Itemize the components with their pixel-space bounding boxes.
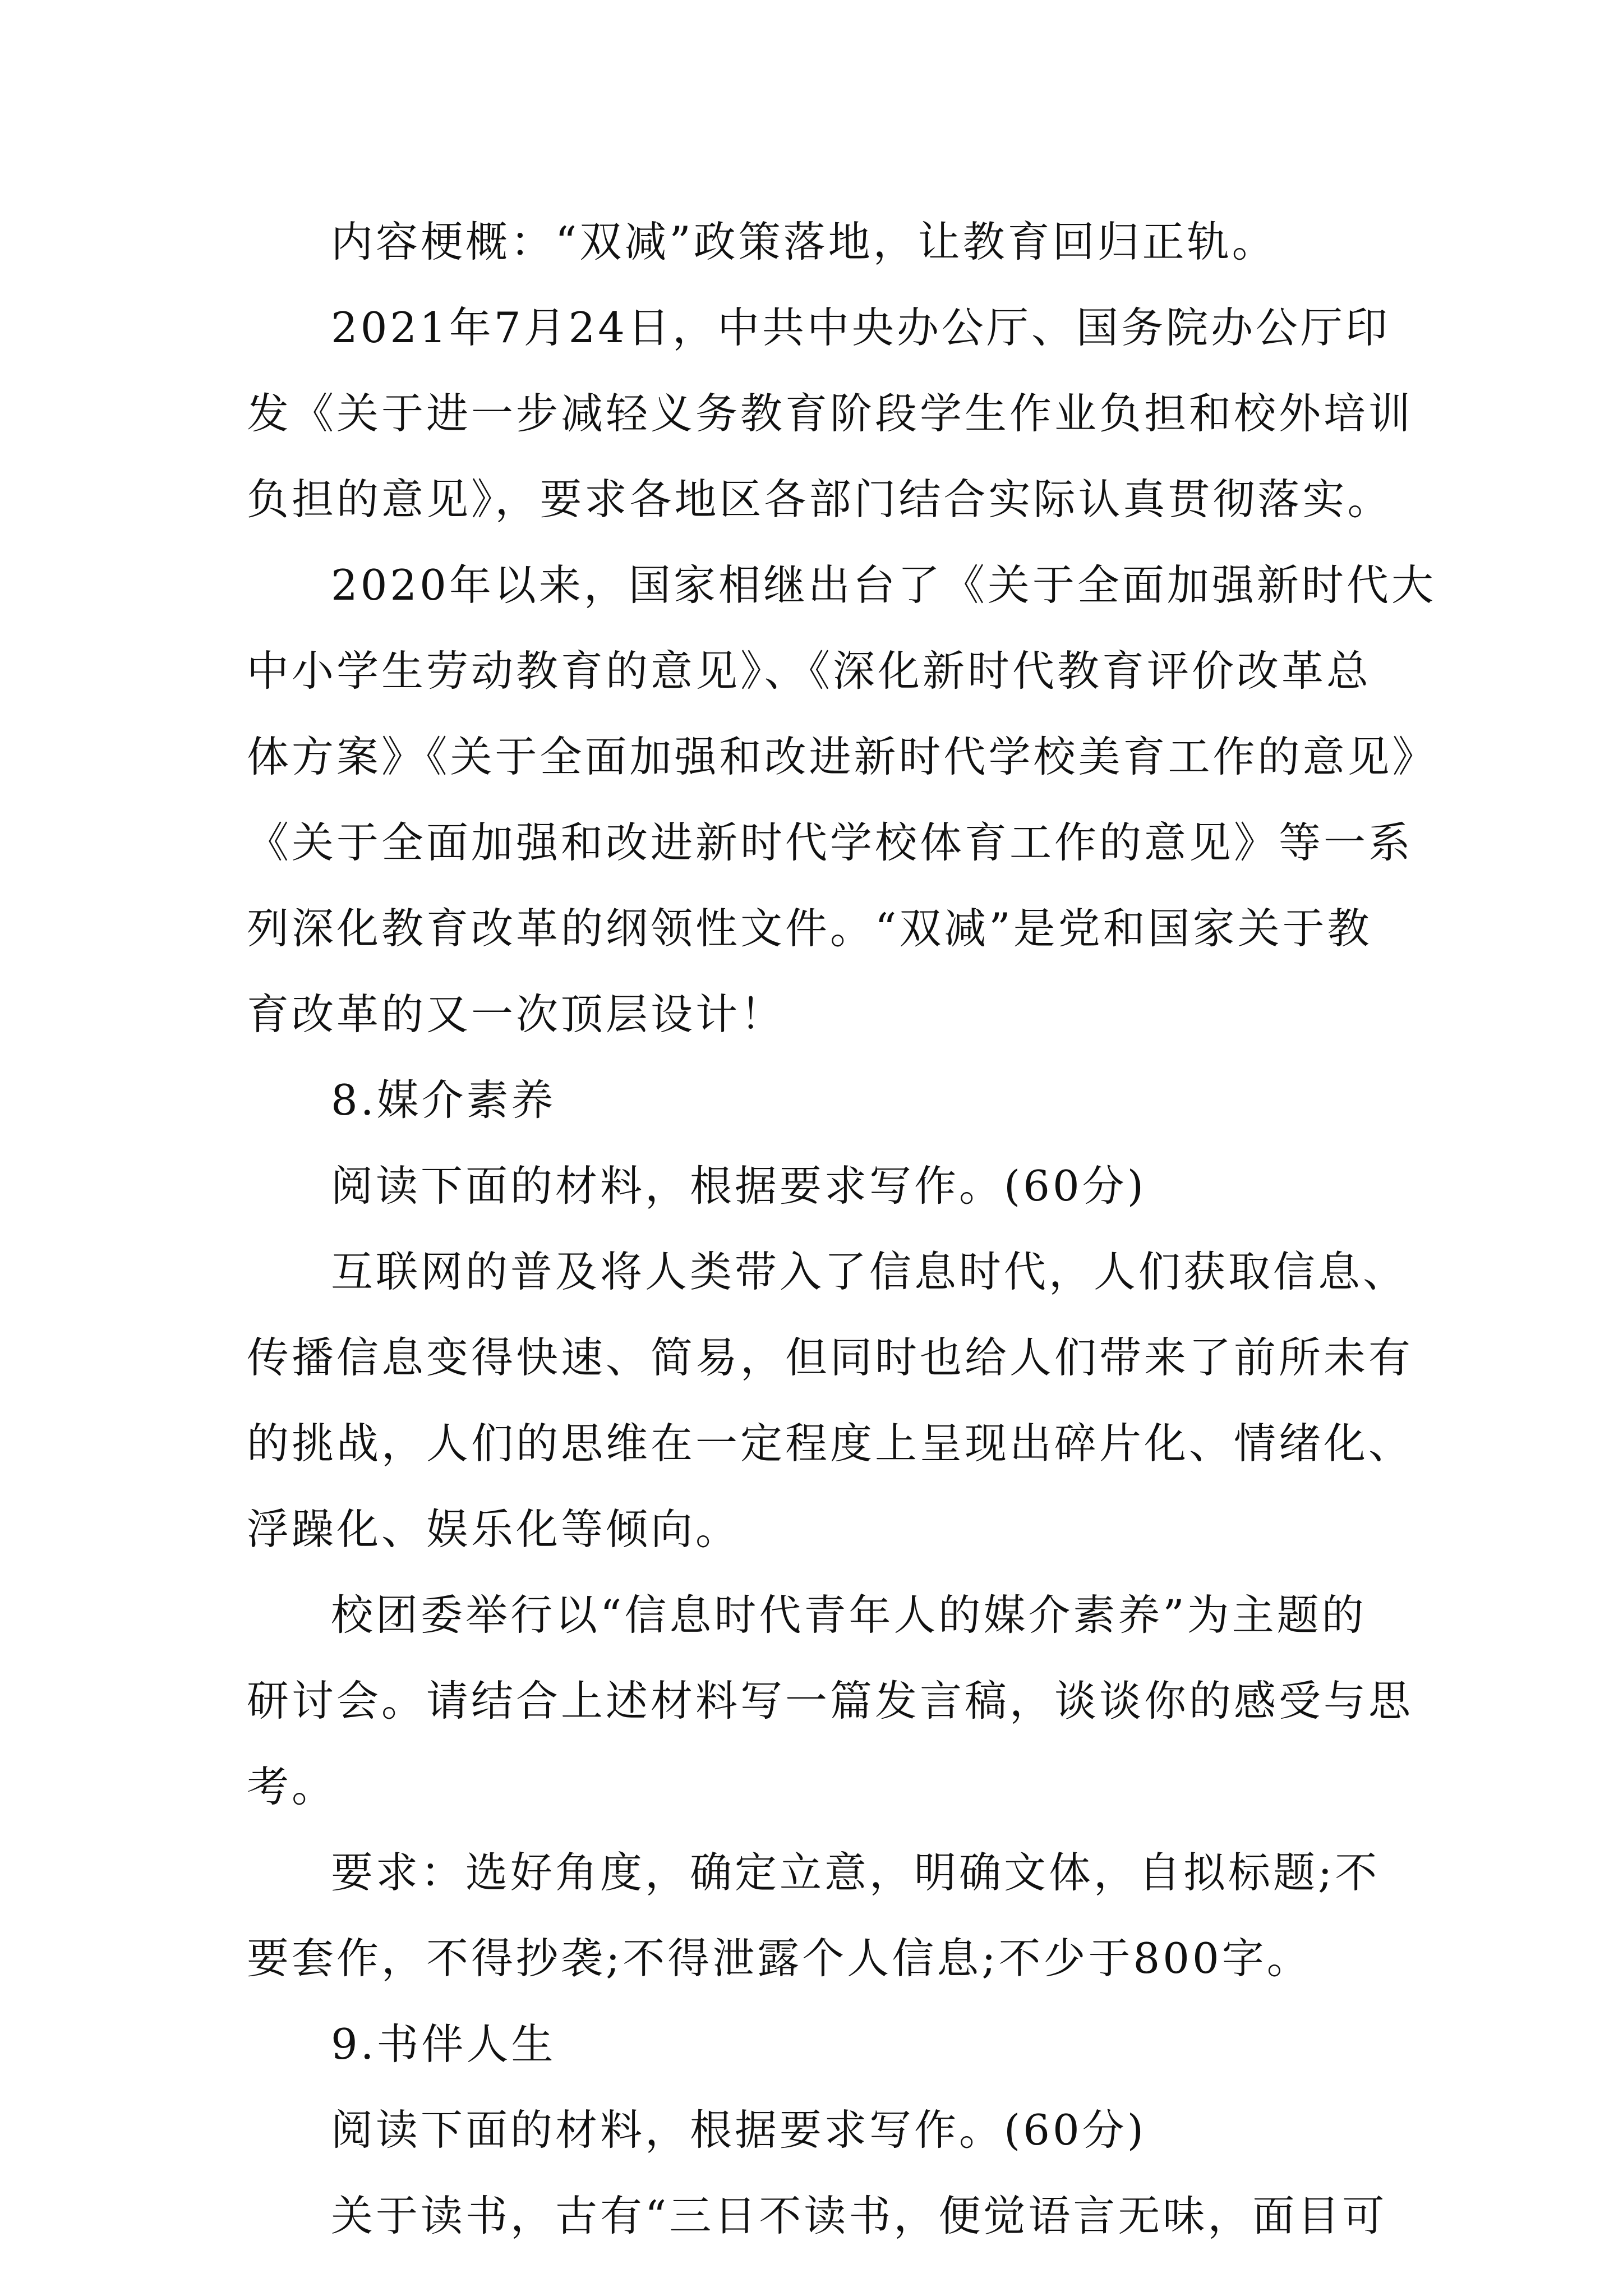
- paragraph-line: 2021年7月24日，中共中央办公厅、国务院办公厅印: [331, 303, 1391, 352]
- requirements-line: 要求：选好角度，确定立意，明确文体，自拟标题;不: [331, 1848, 1380, 1897]
- paragraph-line: 《关于全面加强和改进新时代学校体育工作的意见》等一系: [247, 818, 1414, 867]
- paragraph-line: 的挑战，人们的思维在一定程度上呈现出碎片化、情绪化、: [247, 1419, 1414, 1468]
- paragraph-line: 2020年以来，国家相继出台了《关于全面加强新时代大: [331, 560, 1436, 610]
- paragraph-line: 发《关于进一步减轻义务教育阶段学生作业负担和校外培训: [247, 389, 1414, 438]
- paragraph-line: 浮躁化、娱乐化等倾向。: [247, 1504, 741, 1554]
- paragraph-line: 体方案》《关于全面加强和改进新时代学校美育工作的意见》: [247, 732, 1437, 781]
- paragraph-line: 校团委举行以“信息时代青年人的媒介素养”为主题的: [331, 1590, 1367, 1640]
- summary-line: 内容梗概：“双减”政策落地，让教育回归正轨。: [331, 217, 1277, 266]
- paragraph-line: 传播信息变得快速、简易，但同时也给人们带来了前所未有: [247, 1333, 1414, 1382]
- paragraph-line: 研讨会。请结合上述材料写一篇发言稿，谈谈你的感受与思: [247, 1676, 1414, 1726]
- paragraph-line: 中小学生劳动教育的意见》、《深化新时代教育评价改革总: [247, 646, 1372, 696]
- instruction-line: 阅读下面的材料，根据要求写作。(60分): [331, 2105, 1146, 2155]
- section-heading: 8.媒介素养: [331, 1075, 556, 1125]
- section-heading: 9.书伴人生: [331, 2019, 556, 2069]
- paragraph-line: 育改革的又一次顶层设计！: [247, 990, 786, 1039]
- paragraph-line: 关于读书，古有“三日不读书，便觉语言无味，面目可: [331, 2191, 1387, 2240]
- paragraph-line: 负担的意见》，要求各地区各部门结合实际认真贯彻落实。: [247, 475, 1393, 524]
- paragraph-line: 互联网的普及将人类带入了信息时代，人们获取信息、: [331, 1247, 1408, 1296]
- paragraph-line: 列深化教育改革的纲领性文件。“双减”是党和国家关于教: [247, 904, 1372, 953]
- paragraph-line: 考。: [247, 1762, 337, 1811]
- document-body: [247, 199, 1436, 2259]
- instruction-line: 阅读下面的材料，根据要求写作。(60分): [331, 1161, 1146, 1211]
- requirements-line: 要套作，不得抄袭;不得泄露个人信息;不少于800字。: [247, 1934, 1312, 1983]
